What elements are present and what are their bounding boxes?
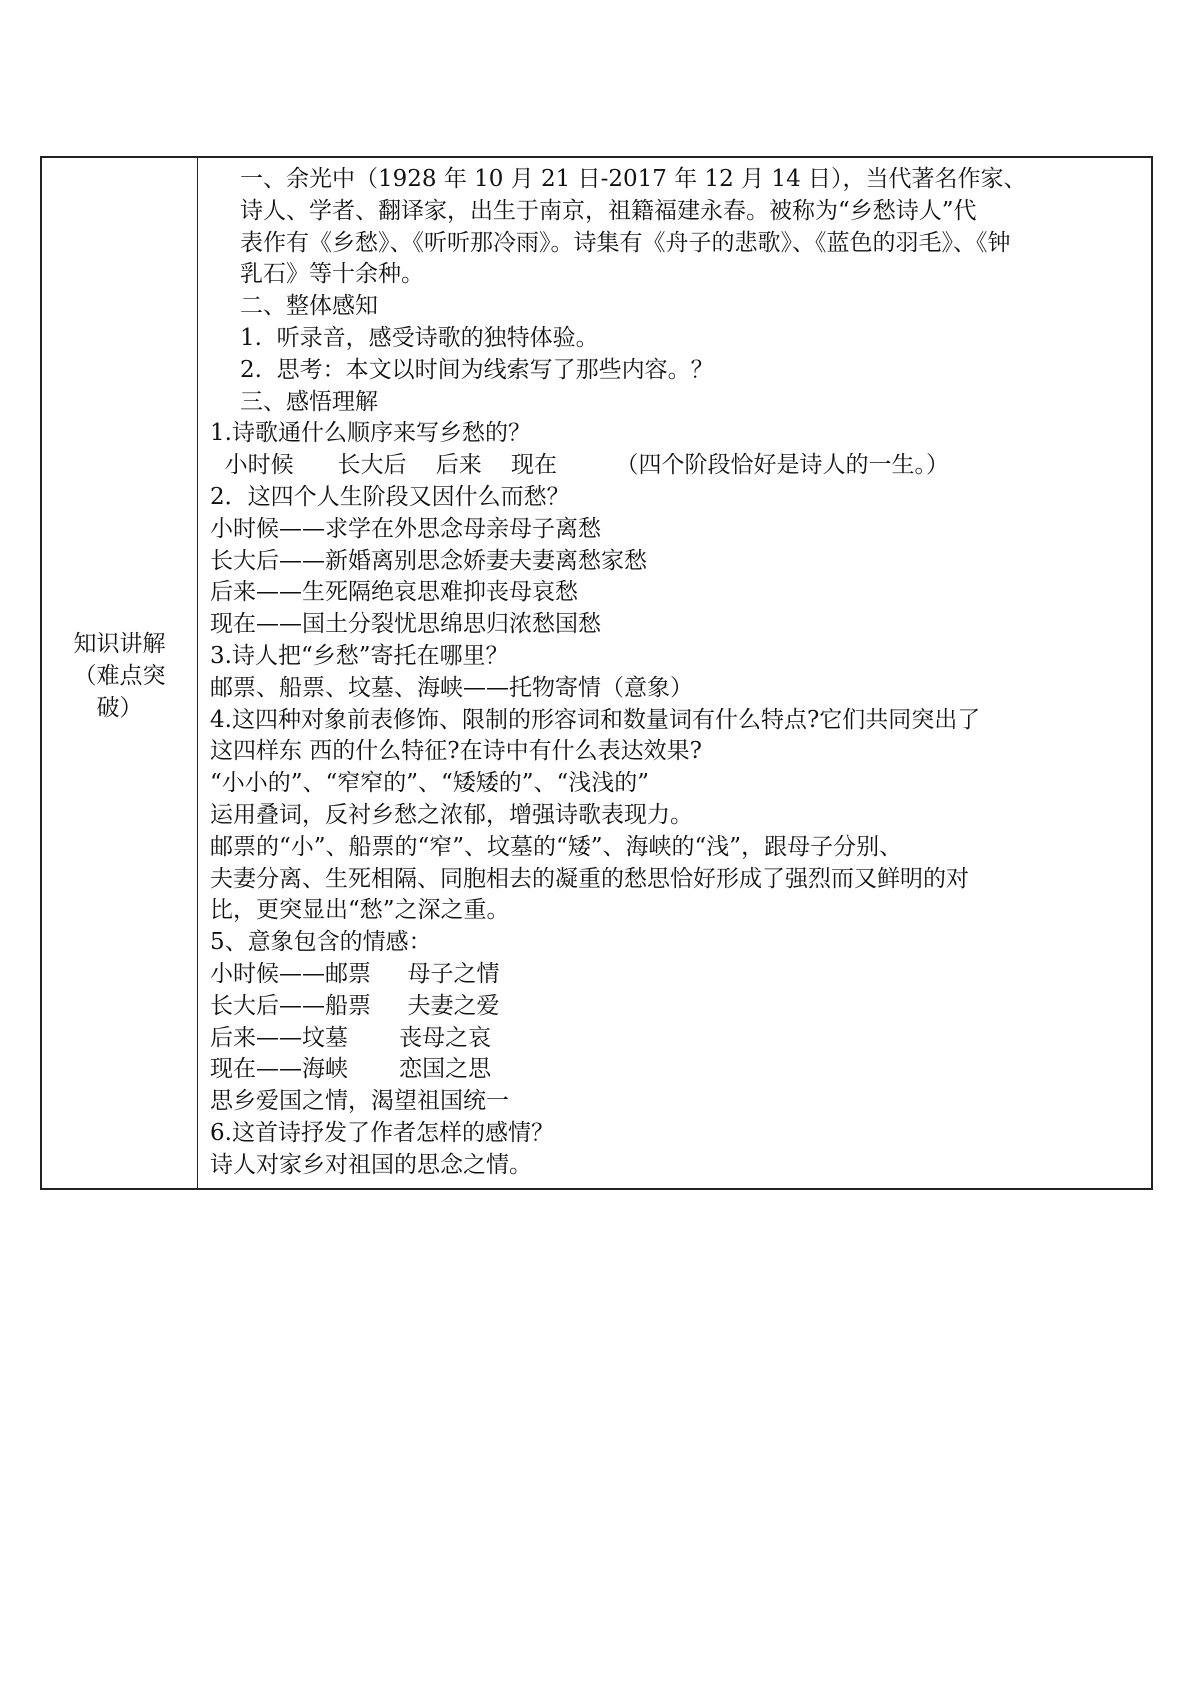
content-line: 现在——海峡 恋国之思 (210, 1056, 492, 1083)
content-line: 4.这四种对象前表修饰、限制的形容词和数量词有什么特点?它们共同突出了 (210, 706, 981, 733)
content-lines (210, 164, 1143, 1182)
content-line: 小时候 长大后 后来 现在 （四个阶段恰好是诗人的一生。） (210, 452, 949, 479)
content-line: 乳石》等十余种。 (240, 261, 424, 288)
content-line: 现在——国土分裂忧思绵思归浓愁国愁 (210, 611, 601, 638)
content-line: 2. 思考：本文以时间为线索写了那些内容。？ (240, 356, 714, 383)
content-line: 比，更突显出“愁”之深之重。 (210, 897, 510, 924)
section-label-line: 破） (96, 695, 143, 721)
content-line: 5、意象包含的情感： (210, 929, 432, 956)
content-line: 邮票的“小”、船票的“窄”、坟墓的“矮”、海峡的“浅”，跟母子分别、 (210, 833, 903, 860)
content-line: 长大后——船票 夫妻之爱 (210, 992, 500, 1019)
content-line: 后来——生死隔绝哀思难抑丧母哀愁 (210, 579, 578, 606)
content-line: 1. 听录音，感受诗歌的独特体验。 (240, 324, 599, 351)
content-line: 后来——坟墓 丧母之哀 (210, 1024, 492, 1051)
content-line: 表作有《乡愁》、《听听那冷雨》。诗集有《舟子的悲歌》、《蓝色的羽毛》、《钟 (240, 229, 1011, 256)
section-label (42, 628, 197, 724)
content-line: 2．这四个人生阶段又因什么而愁？ (210, 483, 570, 510)
section-label-cell (42, 158, 198, 1188)
content-line: 长大后——新婚离别思念娇妻夫妻离愁家愁 (210, 547, 647, 574)
section-label-line: 知识讲解 (73, 631, 166, 657)
content-line: 1.诗歌通什么顺序来写乡愁的？ (210, 420, 531, 447)
content-line: 运用叠词，反衬乡愁之浓郁，增强诗歌表现力。 (210, 801, 693, 828)
content-line: 6.这首诗抒发了作者怎样的感情？ (210, 1119, 554, 1146)
content-line: 诗人对家乡对祖国的思念之情。 (210, 1151, 532, 1178)
content-line: 思乡爱国之情，渴望祖国统一 (210, 1088, 509, 1115)
content-line: 三、感悟理解 (240, 388, 378, 415)
content-cell (198, 158, 1151, 1188)
content-line: 一、余光中（1928 年 10 月 21 日-2017 年 12 月 14 日），当代著名作家、 (240, 166, 1027, 192)
content-line: 夫妻分离、生死相隔、同胞相去的凝重的愁思恰好形成了强烈而又鲜明的对 (210, 865, 969, 892)
lesson-table (40, 156, 1153, 1190)
content-line: 3.诗人把“乡愁”寄托在哪里？ (210, 642, 509, 669)
content-line: 诗人、学者、翻译家，出生于南京，祖籍福建永春。被称为“乡愁诗人”代 (240, 197, 977, 224)
content-line: 邮票、船票、坟墓、海峡——托物寄情（意象） (210, 674, 693, 701)
content-line: “小小的”、“窄窄的”、“矮矮的”、“浅浅的” (210, 770, 650, 797)
content-line: 这四样东 西的什么特征?在诗中有什么表达效果? (210, 738, 702, 765)
section-label-line: （难点突 (73, 663, 166, 689)
content-line: 小时候——邮票 母子之情 (210, 960, 500, 987)
content-line: 小时候——求学在外思念母亲母子离愁 (210, 515, 601, 542)
content-line: 二、整体感知 (240, 293, 378, 320)
